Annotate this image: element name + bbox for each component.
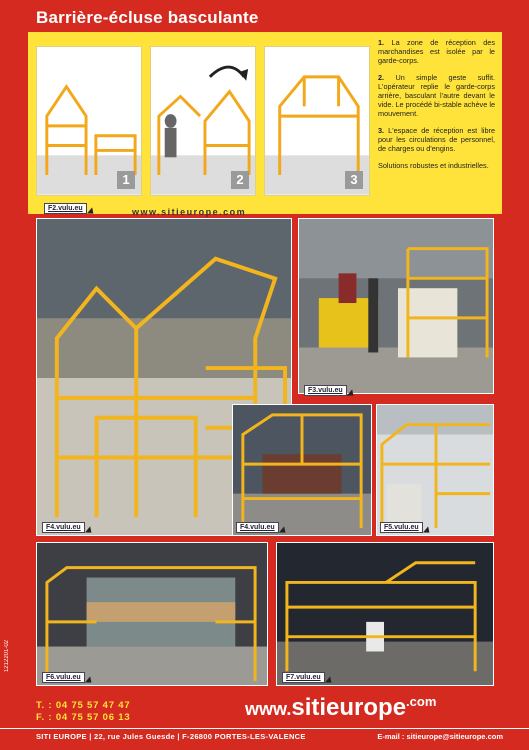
step-number: 3 — [345, 171, 363, 189]
photo-link-f7[interactable]: F7.vulu.eu — [282, 672, 325, 683]
contact-email[interactable]: E-mail : sitieurope@sitieurope.com — [377, 732, 503, 741]
phone-number: T. : 04 75 57 47 47 — [36, 700, 131, 711]
diagram-step-3 — [264, 46, 370, 196]
diagram-step-2 — [150, 46, 256, 196]
website-large[interactable]: www.sitieurope$^{.com}$ — [245, 694, 437, 721]
photo-link-f4-large[interactable]: F4.vulu.eu — [42, 522, 85, 533]
fax-number: F. : 04 75 57 06 13 — [36, 712, 131, 723]
photo-link-f3[interactable]: F3.vulu.eu — [304, 385, 347, 396]
document-code: 1212201-02 — [4, 640, 10, 673]
photo-link-f6[interactable]: F6.vulu.eu — [42, 672, 85, 683]
step-number: 2 — [231, 171, 249, 189]
photo-link-f5[interactable]: F5.vulu.eu — [380, 522, 423, 533]
step-number: 1 — [117, 171, 135, 189]
page-title: Barrière-écluse basculante — [36, 8, 259, 27]
photo-industrial-gate — [276, 542, 494, 686]
photo-mezzanine-railing — [376, 404, 494, 536]
photo-link-f4-small[interactable]: F4.vulu.eu — [236, 522, 279, 533]
photo-loading-dock-door — [36, 542, 268, 686]
company-address: SITI EUROPE | 22, rue Jules Guesde | F-26800 PORTES-LES-VALENCE — [36, 732, 306, 741]
description-text: 1. La zone de réception des marchandises est isolée par le garde-corps. 2. Un simple geste suffit. L'opérateur replie le garde-corps arrière, basculant l'autre devant le vide. Le procédé bi-stable achève le mouvement. 3. L'espace de réception est libre pour les circulations de personnel, de charges ou d'engins. Solutions robustes et industrielles. — [378, 38, 496, 170]
photo-railing-platform — [232, 404, 372, 536]
photo-forklift-loading — [298, 218, 494, 394]
contact-phone-fax — [36, 700, 130, 724]
photo-link-f2[interactable]: F2.vulu.eu — [44, 203, 87, 214]
website-small[interactable]: www.sitieurope.com — [132, 207, 247, 217]
diagram-step-1 — [36, 46, 142, 196]
